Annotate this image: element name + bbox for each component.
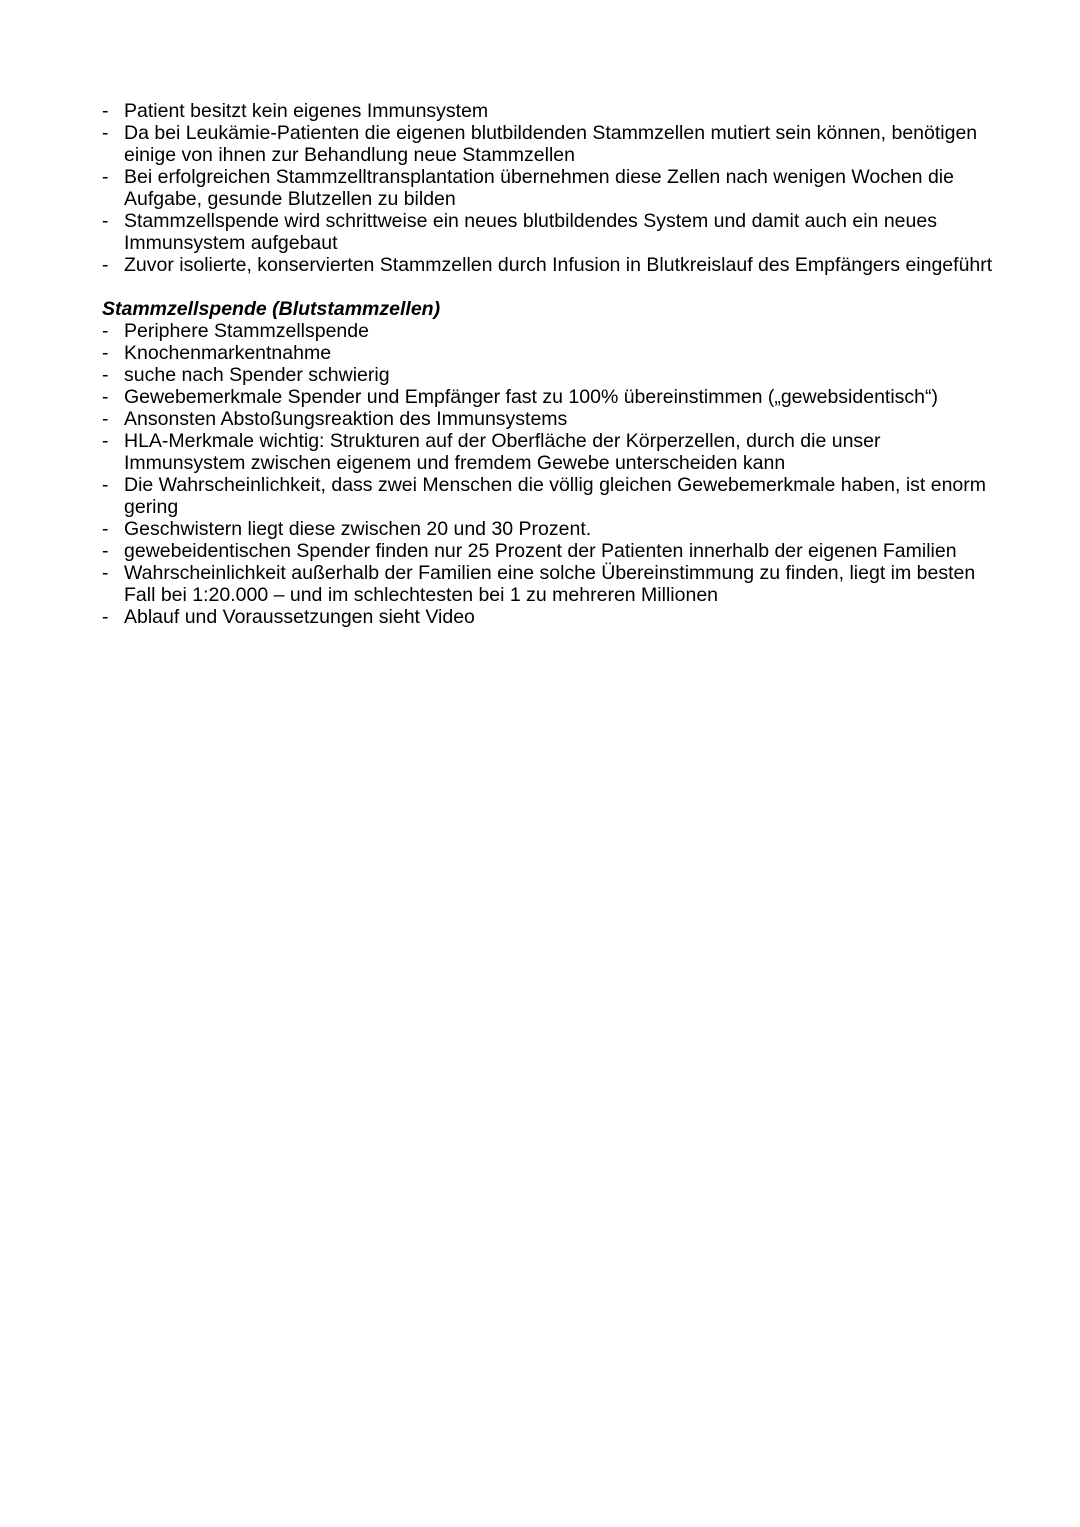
list-item-text: Da bei Leukämie-Patienten die eigenen blutbildenden Stammzellen mutiert sein können, benötigen einige von ihnen zur Behandlung neue Stammzellen bbox=[124, 122, 978, 166]
list-item bbox=[102, 386, 1002, 408]
dash-bullet-icon: - bbox=[102, 100, 109, 122]
list-item-text: Bei erfolgreichen Stammzelltransplantation übernehmen diese Zellen nach wenigen Wochen die Aufgabe, gesunde Blutzellen zu bilden bbox=[124, 166, 954, 210]
dash-bullet-icon: - bbox=[102, 342, 109, 364]
list-item-text: suche nach Spender schwierig bbox=[124, 364, 390, 386]
list-item-text: HLA-Merkmale wichtig: Strukturen auf der Oberfläche der Körperzellen, durch die unser Immunsystem zwischen eigenem und fremdem Gewebe unterscheiden kann bbox=[124, 430, 881, 474]
list-item bbox=[102, 166, 1002, 210]
dash-bullet-icon: - bbox=[102, 408, 109, 430]
list-item bbox=[102, 540, 1002, 562]
list-item bbox=[102, 562, 1002, 606]
list-item bbox=[102, 254, 1002, 276]
list-item bbox=[102, 320, 1002, 342]
dash-bullet-icon: - bbox=[102, 540, 109, 562]
list-item-text: Wahrscheinlichkeit außerhalb der Familien eine solche Übereinstimmung zu finden, liegt im besten Fall bei 1:20.000 – und im schlechtesten bei 1 zu mehreren Millionen bbox=[124, 562, 976, 606]
bullet-list-section-1 bbox=[102, 100, 1002, 276]
list-item-text: Geschwistern liegt diese zwischen 20 und 30 Prozent. bbox=[124, 518, 592, 540]
list-item bbox=[102, 210, 1002, 254]
list-item bbox=[102, 606, 1002, 628]
list-item-text: Stammzellspende wird schrittweise ein neues blutbildendes System und damit auch ein neues Immunsystem aufgebaut bbox=[124, 210, 937, 254]
list-item-text: Periphere Stammzellspende bbox=[124, 320, 369, 342]
list-item bbox=[102, 122, 1002, 166]
list-item-text: gewebeidentischen Spender finden nur 25 Prozent der Patienten innerhalb der eigenen Familien bbox=[124, 540, 957, 562]
bullet-list-section-2 bbox=[102, 320, 1002, 628]
dash-bullet-icon: - bbox=[102, 320, 109, 342]
dash-bullet-icon: - bbox=[102, 254, 109, 276]
list-item-text: Gewebemerkmale Spender und Empfänger fast zu 100% übereinstimmen („gewebsidentisch“) bbox=[124, 386, 938, 408]
document-content bbox=[102, 100, 1002, 628]
list-item bbox=[102, 430, 1002, 474]
list-item bbox=[102, 408, 1002, 430]
list-item bbox=[102, 364, 1002, 386]
section-heading-stammzellspende: Stammzellspende (Blutstammzellen) bbox=[102, 298, 441, 320]
dash-bullet-icon: - bbox=[102, 386, 109, 408]
dash-bullet-icon: - bbox=[102, 606, 109, 628]
dash-bullet-icon: - bbox=[102, 166, 109, 188]
dash-bullet-icon: - bbox=[102, 364, 109, 386]
list-item bbox=[102, 518, 1002, 540]
dash-bullet-icon: - bbox=[102, 562, 109, 584]
dash-bullet-icon: - bbox=[102, 210, 109, 232]
list-item-text: Ansonsten Abstoßungsreaktion des Immunsystems bbox=[124, 408, 568, 430]
list-item-text: Die Wahrscheinlichkeit, dass zwei Menschen die völlig gleichen Gewebemerkmale haben, ist enorm gering bbox=[124, 474, 987, 518]
dash-bullet-icon: - bbox=[102, 122, 109, 144]
list-item-text: Patient besitzt kein eigenes Immunsystem bbox=[124, 100, 489, 122]
dash-bullet-icon: - bbox=[102, 518, 109, 540]
list-item bbox=[102, 474, 1002, 518]
list-item bbox=[102, 342, 1002, 364]
list-item-text: Ablauf und Voraussetzungen sieht Video bbox=[124, 606, 475, 628]
dash-bullet-icon: - bbox=[102, 430, 109, 452]
list-item-text: Zuvor isolierte, konservierten Stammzellen durch Infusion in Blutkreislauf des Empfängers eingeführt bbox=[124, 254, 993, 276]
list-item-text: Knochenmarkentnahme bbox=[124, 342, 332, 364]
dash-bullet-icon: - bbox=[102, 474, 109, 496]
list-item bbox=[102, 100, 1002, 122]
